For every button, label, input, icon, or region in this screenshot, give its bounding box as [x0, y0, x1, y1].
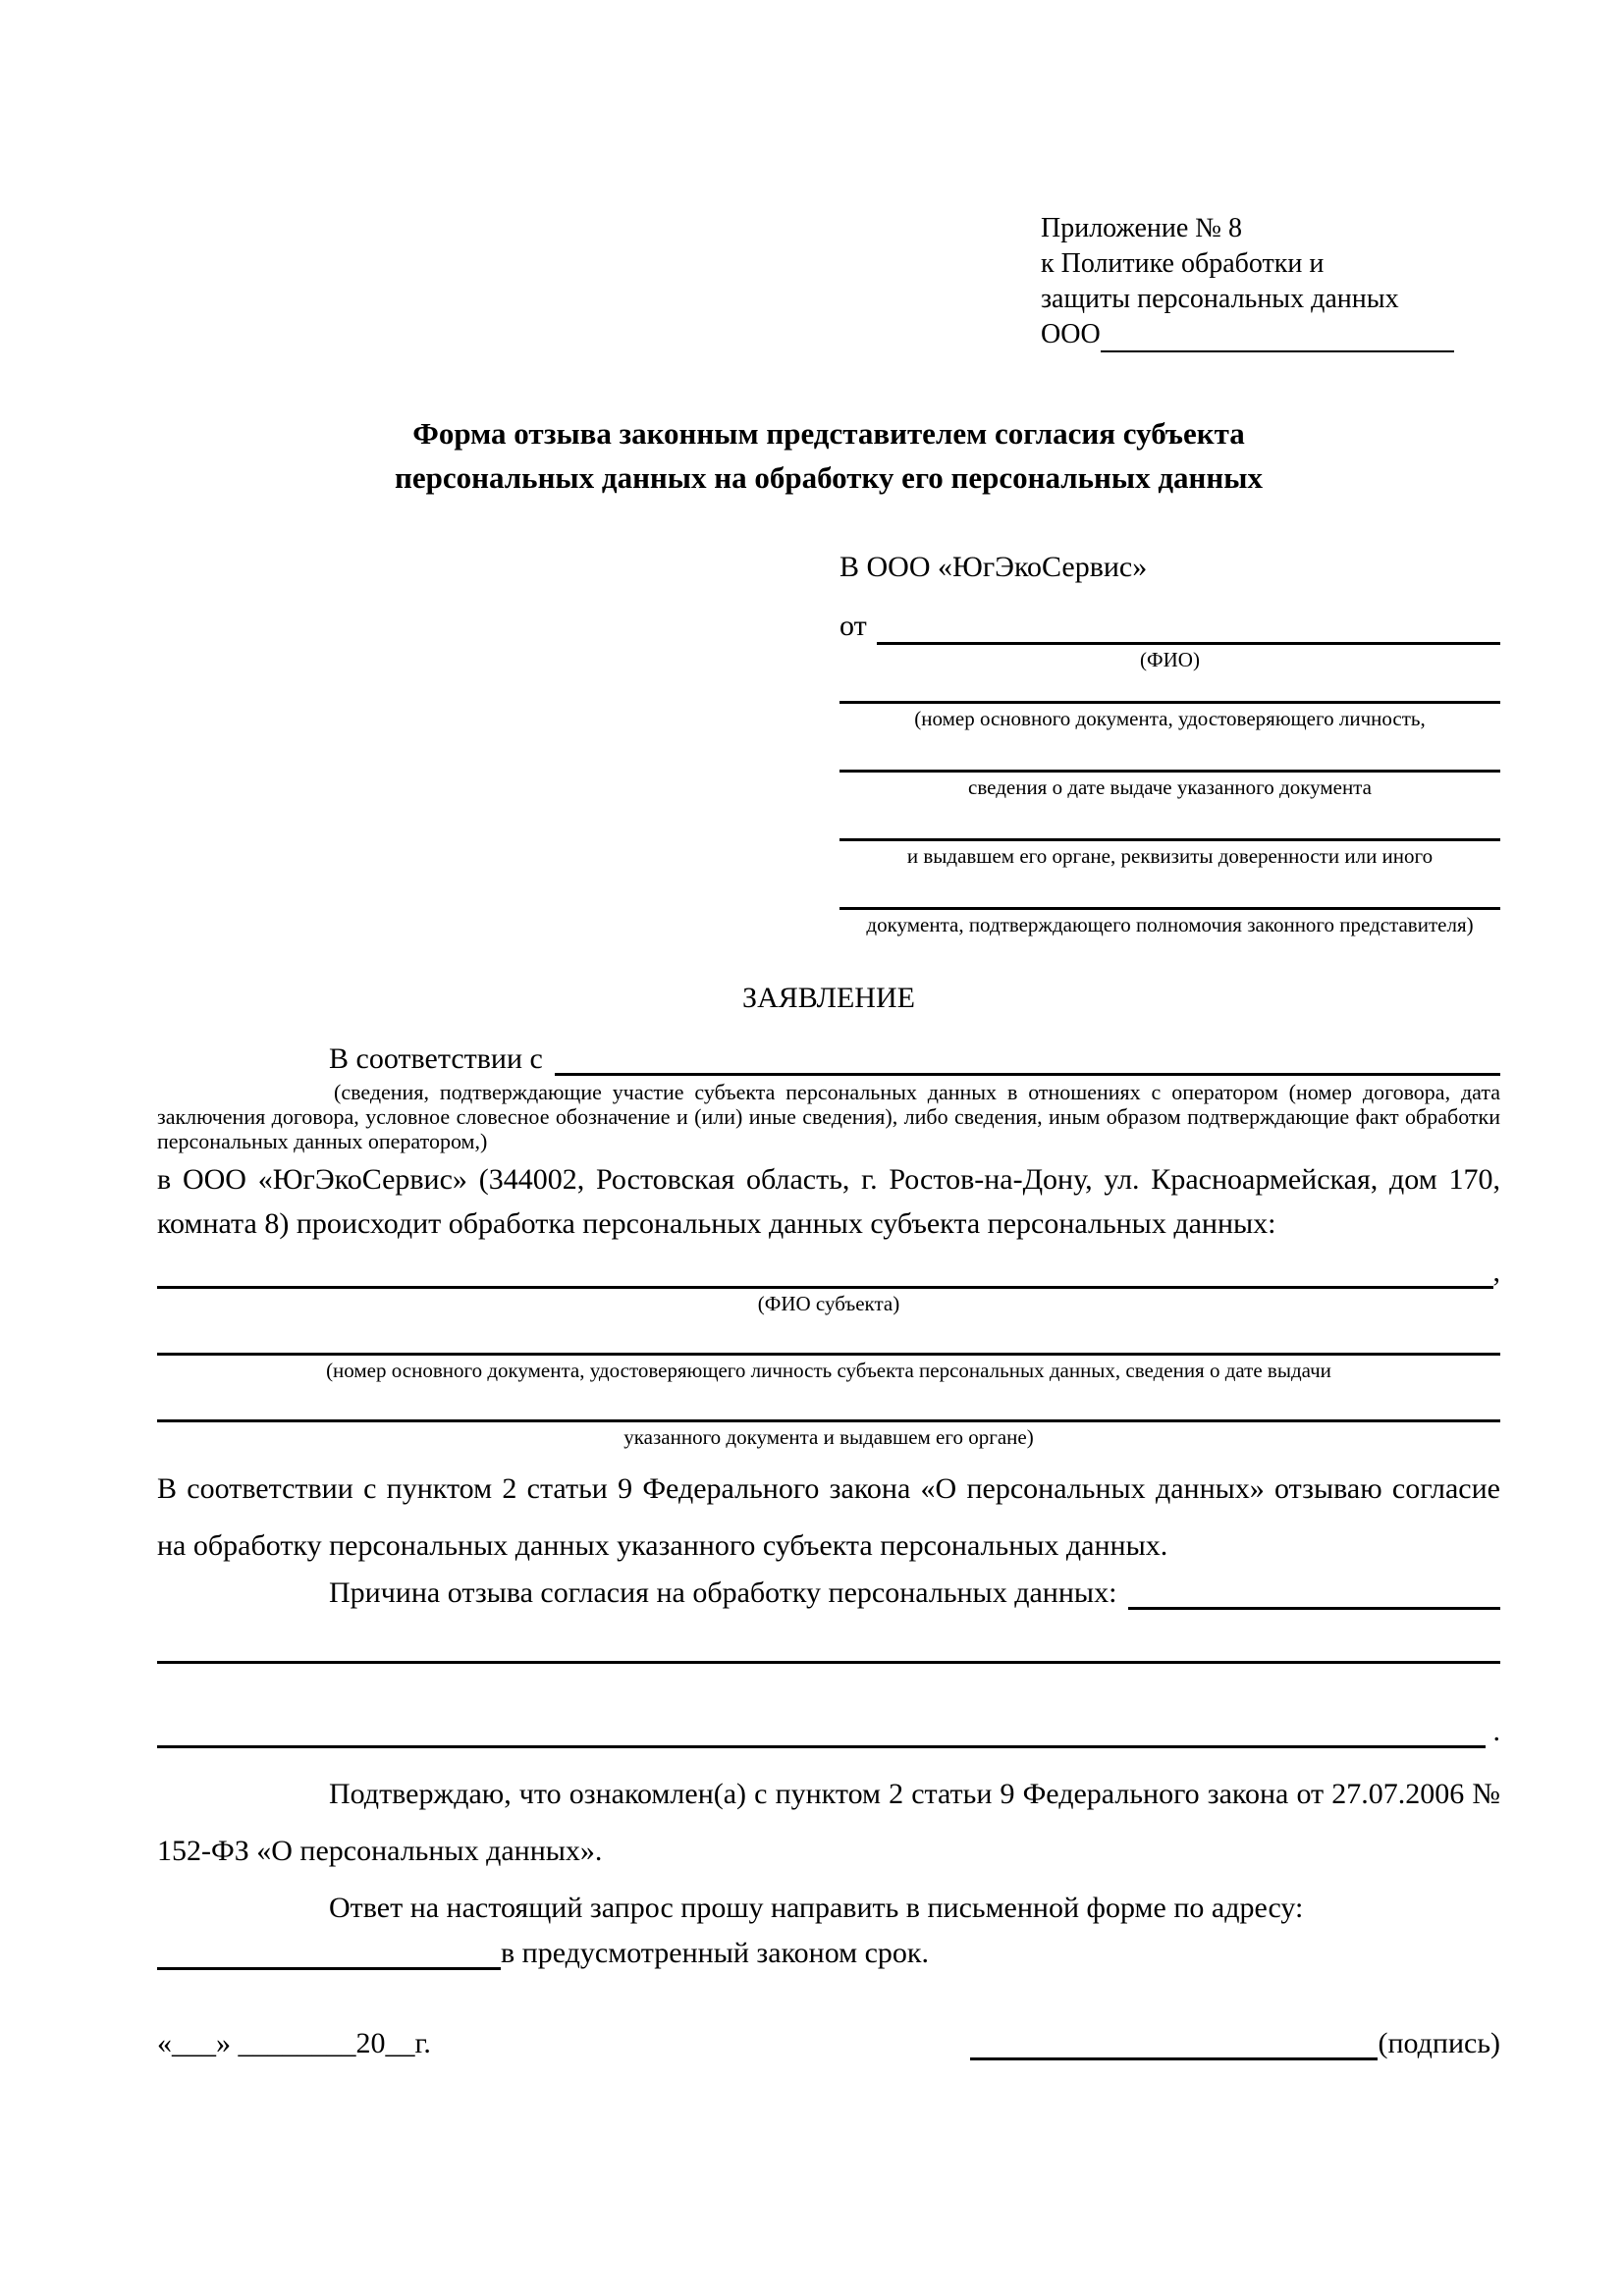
- addressee-block: [839, 549, 1500, 936]
- subject-fio-blank-line: [157, 1255, 1493, 1289]
- withdrawal-paragraph: В соответствии с пунктом 2 статьи 9 Федерального закона «О персональных данных» отзываю согласие на обработку персональных данных указанного субъекта персональных данных.: [157, 1472, 1500, 1562]
- annex-line: Приложение № 8: [1041, 213, 1242, 243]
- reply-address-row: [157, 1937, 1500, 1970]
- addressee-to: В ООО «ЮгЭкоСервис»: [839, 551, 1148, 583]
- reason-blank-line: [157, 1715, 1486, 1748]
- line-caption: (номер основного документа, удостоверяющего личность,: [914, 707, 1426, 730]
- fio-caption: (ФИО): [1140, 648, 1200, 671]
- signature-blank-line: [970, 2027, 1378, 2060]
- representative-doc-blank-line: [839, 838, 1500, 841]
- annex-ooo-label: ООО: [1041, 319, 1101, 349]
- subject-fio-caption: (ФИО субъекта): [757, 1292, 900, 1315]
- reply-address-blank-line: [157, 1937, 501, 1970]
- document-title-line1: Форма отзыва законным представителем согласия субъекта: [412, 416, 1245, 451]
- operator-paragraph: в ООО «ЮгЭкоСервис» (344002, Ростовская область, г. Ростов-на-Дону, ул. Красноармейская, дом 170, комната 8) происходит обработка персональных данных субъекта персональных данных:: [157, 1163, 1500, 1240]
- reply-paragraph: Ответ на настоящий запрос прошу направить в письменной форме по адресу:: [329, 1892, 1304, 1924]
- line-caption: сведения о дате выдаче указанного документа: [968, 775, 1372, 799]
- signature-group: [970, 2027, 1500, 2060]
- statement-heading: ЗАЯВЛЕНИЕ: [742, 982, 915, 1014]
- reason-blank-line: [1128, 1576, 1500, 1610]
- reason-period: .: [1492, 1715, 1500, 1747]
- from-blank-line: [877, 612, 1500, 645]
- reason-blank-line: [157, 1661, 1500, 1664]
- representative-doc-blank-line: [839, 907, 1500, 910]
- accordance-row: [157, 1042, 1500, 1076]
- document-title-line2: персональных данных на обработку его персональных данных: [395, 460, 1263, 495]
- annex-ooo-row: [1041, 317, 1500, 352]
- confirm-paragraph: Подтверждаю, что ознакомлен(а) с пунктом 2 статьи 9 Федерального закона от 27.07.2006 № 152-ФЗ «О персональных данных».: [157, 1778, 1500, 1867]
- accordance-label: В соответствии с: [329, 1042, 543, 1075]
- annex-line: к Политике обработки и: [1041, 248, 1325, 279]
- document-title: [157, 411, 1500, 500]
- from-label: от: [839, 610, 867, 642]
- subject-doc-blank-line: [157, 1353, 1500, 1356]
- representative-doc-blank-line: [839, 770, 1500, 773]
- accordance-blank-line: [555, 1042, 1500, 1076]
- subject-doc-caption: (номер основного документа, удостоверяющего личность субъекта персональных данных, сведения о дате выдачи: [326, 1359, 1331, 1382]
- representative-doc-blank-line: [839, 701, 1500, 704]
- subject-doc-caption: указанного документа и выдавшем его органе): [623, 1425, 1034, 1449]
- accordance-caption: (сведения, подтверждающие участие субъекта персональных данных в отношениях с оператором (номер договора, дата заключения договора, условное словесное обозначение и (или) иные сведения), либо сведения, иным образом подтверждающие факт обработки персональных данных оператором,): [157, 1080, 1500, 1153]
- signature-caption: (подпись): [1378, 2027, 1500, 2059]
- reason-row: [157, 1576, 1500, 1610]
- annex-block: [1041, 211, 1500, 352]
- ooo-name-blank-line: [1101, 323, 1454, 352]
- subject-doc-blank-line: [157, 1419, 1500, 1422]
- date-line: «___» ________20__г.: [157, 2027, 431, 2059]
- line-caption: документа, подтверждающего полномочия законного представителя): [866, 913, 1474, 936]
- reply-tail: в предусмотренный законом срок.: [501, 1937, 929, 1969]
- footer-row: [157, 2027, 1500, 2060]
- annex-line: защиты персональных данных: [1041, 284, 1399, 314]
- subject-fio-comma: ,: [1492, 1255, 1500, 1288]
- reason-label: Причина отзыва согласия на обработку персональных данных:: [329, 1576, 1117, 1609]
- reason-blank-row: [157, 1715, 1500, 1748]
- subject-fio-row: [157, 1255, 1500, 1289]
- from-row: [839, 608, 1500, 645]
- line-caption: и выдавшем его органе, реквизиты доверенности или иного: [906, 844, 1434, 868]
